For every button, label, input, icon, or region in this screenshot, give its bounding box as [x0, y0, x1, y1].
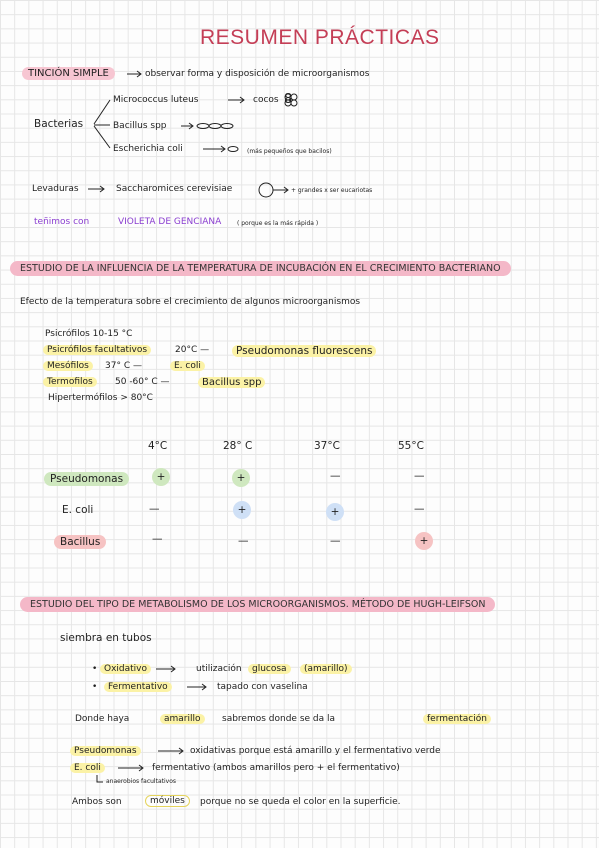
bacteria-ecoli-note: (más pequeños que bacilos): [247, 148, 332, 155]
cell-value: —: [414, 503, 425, 515]
tincion-label: TINCIÓN SIMPLE: [22, 67, 115, 80]
tenimos-note: ( porque es la más rápida ): [237, 220, 319, 227]
row-label: Pseudomonas: [44, 472, 129, 486]
psicrofilos: Psicrófilos 10-15 °C: [45, 329, 133, 339]
cell-value: +: [152, 468, 170, 486]
termofilos-temp: 50 -60° C —: [115, 377, 170, 387]
col-header: 55°C: [398, 440, 424, 452]
page-title: RESUMEN PRÁCTICAS: [200, 26, 440, 49]
brace-line: [94, 126, 110, 148]
pseudomonas-fluorescens: Pseudomonas fluorescens: [232, 345, 376, 357]
cell-value: —: [152, 533, 163, 545]
bacillus-icon: [197, 124, 209, 129]
siembra-text: siembra en tubos: [60, 632, 152, 644]
cell-value: —: [330, 535, 341, 547]
col-header: 28° C: [223, 440, 253, 452]
ecoli-label: E. coli: [70, 763, 105, 773]
pseudomonas-label: Pseudomonas: [70, 746, 141, 756]
donde-text: Donde haya: [75, 714, 130, 724]
row-label: E. coli: [62, 504, 94, 516]
section-header-metabolismo: ESTUDIO DEL TIPO DE METABOLISMO DE LOS MICROORGANISMOS. MÉTODO DE HUGH-LEIFSON: [20, 597, 495, 612]
coccus-icon: [291, 100, 297, 106]
violeta-genciana: VIOLETA DE GENCIANA: [118, 217, 222, 227]
ambos-text: Ambos son: [72, 797, 122, 807]
bacteria-ecoli: Escherichia coli: [113, 144, 183, 154]
fermentativo-label: Fermentativo: [104, 682, 172, 692]
oxidativo-desc: utilización: [196, 664, 242, 674]
psicrofilos-facultativos-temp: 20°C —: [175, 345, 210, 355]
brace-line: [94, 100, 110, 124]
donde-fermentacion: fermentación: [423, 714, 491, 724]
bacillus-icon: [209, 124, 221, 129]
connector-line: [97, 775, 103, 782]
cell-value: —: [149, 503, 160, 515]
row-label: Bacillus: [54, 535, 106, 549]
ecoli-note: anaerobios facultativos: [106, 778, 176, 785]
bullet-icon: •: [92, 664, 98, 674]
oxidativo-label: Oxidativo: [100, 664, 151, 674]
ecoli-result: fermentativo (ambos amarillos pero + el fermentativo): [152, 763, 400, 773]
col-header: 37°C: [314, 440, 340, 452]
levaduras-note: + grandes x ser eucariotas: [291, 187, 373, 194]
bullet-icon: •: [92, 682, 98, 692]
tenimos-text: teñimos con: [34, 217, 90, 227]
cell-value: +: [232, 469, 250, 487]
ecoli-icon: [228, 147, 238, 152]
mesofilos-ecoli: E. coli: [170, 361, 205, 371]
ambos-moviles: móviles: [145, 795, 190, 807]
cell-value: +: [233, 501, 251, 519]
oxidativo-amarillo: (amarillo): [300, 664, 352, 674]
ambos-text-2: porque no se queda el color en la superficie.: [200, 797, 401, 807]
cell-value: —: [414, 470, 425, 482]
cell-value: —: [238, 535, 249, 547]
yeast-cell-icon: [259, 183, 273, 197]
cocos-icon: 8: [284, 92, 293, 107]
bacteria-micrococcus: Micrococcus luteus: [113, 95, 199, 105]
section-header-temperatura: ESTUDIO DE LA INFLUENCIA DE LA TEMPERATURA DE INCUBACIÓN EN EL CRECIMIENTO BACTERIANO: [10, 261, 511, 276]
donde-amarillo: amarillo: [160, 714, 205, 724]
tincion-desc: observar forma y disposición de microorganismos: [145, 69, 370, 79]
coccus-icon: [291, 94, 297, 100]
termofilos: Termofilos: [43, 377, 97, 387]
termofilos-bacillus: Bacillus spp: [198, 377, 265, 388]
col-header: 4°C: [148, 440, 168, 452]
bacteria-micrococcus-result: cocos: [253, 95, 279, 105]
psicrofilos-facultativos: Psicrófilos facultativos: [43, 345, 151, 355]
levaduras-species: Saccharomices cerevisiae: [116, 184, 233, 194]
donde-text-2: sabremos donde se da la: [222, 714, 336, 724]
bacteria-bacillus: Bacillus spp: [113, 121, 167, 131]
cell-value: +: [326, 503, 344, 521]
oxidativo-glucosa: glucosa: [248, 664, 291, 674]
bacillus-icon: [221, 124, 233, 129]
cell-value: —: [330, 470, 341, 482]
hipertermofilos: Hipertermófilos > 80°C: [48, 393, 153, 403]
cell-value: +: [415, 532, 433, 550]
mesofilos: Mesófilos: [43, 361, 93, 371]
temperatura-intro: Efecto de la temperatura sobre el crecimiento de algunos microorganismos: [20, 297, 361, 307]
coccus-icon: [285, 94, 291, 100]
bacterias-label: Bacterias: [34, 118, 84, 130]
pseudomonas-result: oxidativas porque está amarillo y el fermentativo verde: [190, 746, 441, 756]
levaduras-label: Levaduras: [32, 184, 79, 194]
mesofilos-temp: 37° C —: [105, 361, 142, 371]
coccus-icon: [285, 100, 291, 106]
fermentativo-desc: tapado con vaselina: [217, 682, 308, 692]
